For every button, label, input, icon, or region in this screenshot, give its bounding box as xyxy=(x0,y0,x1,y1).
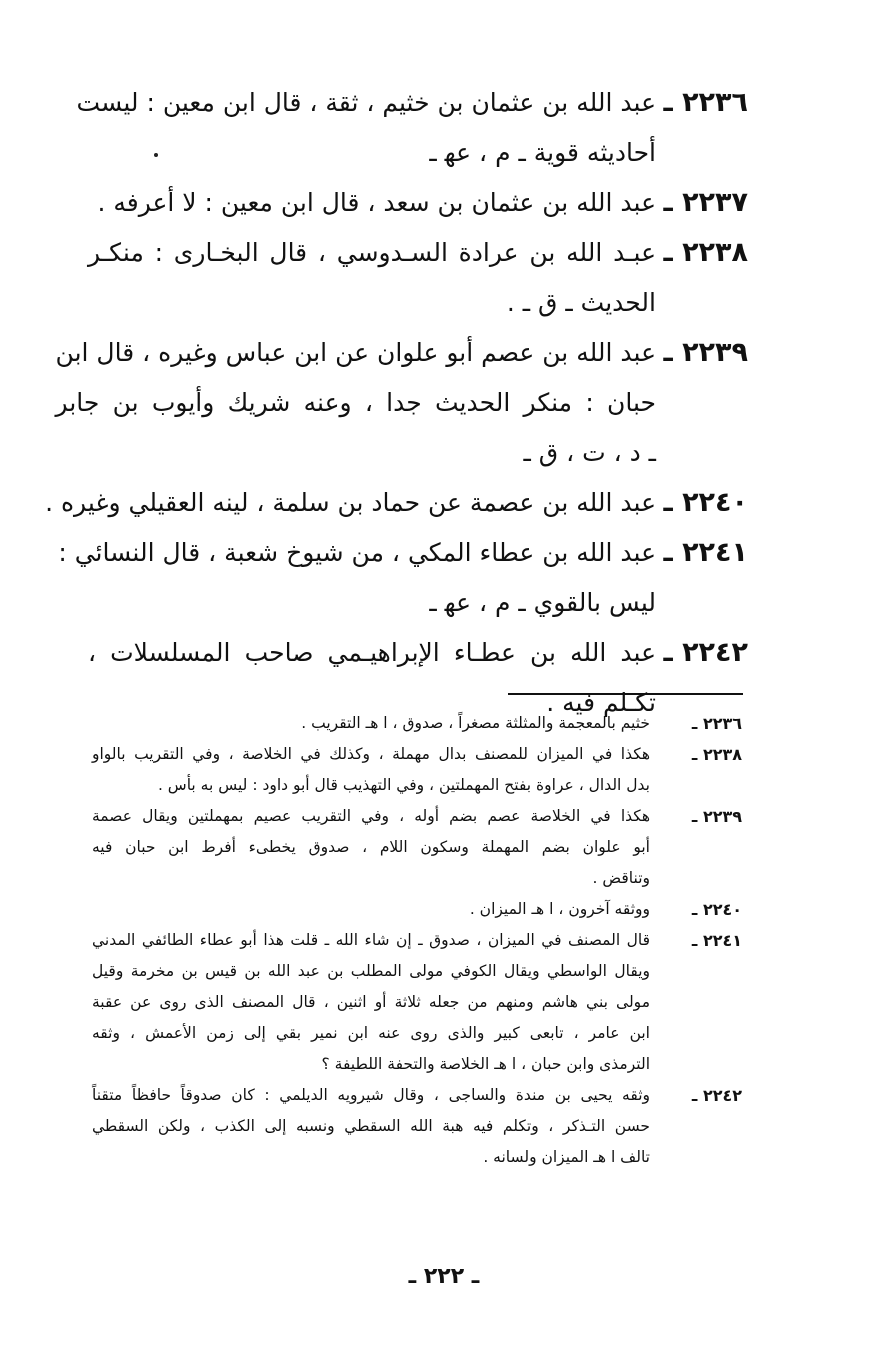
footnote-number: ٢٢٣٩ ـ xyxy=(691,807,742,826)
footnote-line: تالف ا هـ الميزان ولسانه . xyxy=(483,1148,650,1166)
footnote-number: ٢٢٣٨ ـ xyxy=(691,745,742,764)
footnote-line: ويقال الواسطي ويقال الكوفي مولى المطلب بن عبد الله بن قيس بن مخرمة وقيل xyxy=(92,962,650,980)
page-number: ـ ٢٢٢ ـ xyxy=(408,1264,480,1289)
entry xyxy=(58,528,748,628)
entry-number: ٢٢٤١ ـ xyxy=(663,537,748,568)
footnote-number: ٢٢٤٠ ـ xyxy=(691,900,742,919)
entry-number: ٢٢٣٩ ـ xyxy=(663,337,748,368)
footnote-text xyxy=(92,1080,650,1173)
entry-line: الحديث ـ ق ـ . xyxy=(506,288,656,317)
footnote-line: خثيم بالمعجمة والمثلثة مصغراً ، صدوق ، ا هـ التقريب . xyxy=(301,714,650,732)
footnote-separator xyxy=(508,693,743,695)
footnote-line: حسن التـذكر ، وتكلم فيه هبة الله السقطي ونسبه إلى الكذب ، ولكن السقطي xyxy=(92,1117,650,1135)
entry-line: تكـلم فيه . xyxy=(546,688,656,717)
footnote-line: بدل الدال ، عراوة بفتح المهملتين ، وفي التهذيب قال أبو داود : ليس به بأس . xyxy=(157,776,650,794)
entry-line: عبـد الله بن عرادة السـدوسي ، قال البخـارى : منكـر xyxy=(88,238,656,267)
footnote-text xyxy=(92,708,650,739)
entry-text xyxy=(88,178,656,228)
footnotes xyxy=(92,708,742,1173)
entry-line: أحاديثه قوية ـ م ، عه‍ ـ xyxy=(429,138,656,167)
entry-number: ٢٢٣٨ ـ xyxy=(663,237,748,268)
footnote-line: وتناقض . xyxy=(592,869,650,887)
footnote-number: ٢٢٤١ ـ xyxy=(691,931,742,950)
entry-line: عبد الله بن عصمة عن حماد بن سلمة ، لينه العقيلي وغيره . xyxy=(45,488,656,517)
footnote xyxy=(92,894,742,925)
entry-number: ٢٢٤٢ ـ xyxy=(663,637,748,668)
footnote-line: ابن عامر ، تابعى كبير والذى روى عنه ابن نمير بقي إلى زمن الأعمش ، وثقه xyxy=(92,1024,650,1042)
footnote-line: هكذا في الميزان للمصنف بدال مهملة ، وكذلك في الخلاصة ، وفي التقريب بالواو xyxy=(92,745,650,763)
footnote-line: أبو علوان بضم المهملة وسكون اللام ، صدوق يخطىء أفرط ابن حبان فيه xyxy=(92,838,650,856)
entry xyxy=(88,228,748,328)
footnote-line: هكذا في الخلاصة عصم بضم أوله ، وفي التقريب عصيم بمهملتين ويقال عصمة xyxy=(92,807,650,825)
entry-number: ٢٢٤٠ ـ xyxy=(663,487,748,518)
entry xyxy=(45,478,748,528)
footnote xyxy=(92,801,742,894)
entry-line: عبد الله بن عثمان بن سعد ، قال ابن معين : لا أعرفه . xyxy=(97,188,656,217)
entry-number: ٢٢٣٧ ـ xyxy=(663,187,748,218)
entry-number: ٢٢٣٦ ـ xyxy=(663,87,748,118)
footnote-text xyxy=(92,801,650,894)
footnote-line: الترمذى وابن حبان ، ا هـ الخلاصة والتحفة اللطيفة ؟ xyxy=(321,1055,650,1073)
entry-text xyxy=(58,528,656,628)
entry-line: ـ د ، ت ، ق ـ xyxy=(523,438,656,467)
entry xyxy=(88,178,748,228)
footnote-line: مولى بني هاشم ومنهم من جعله ثلاثة أو اثنين ، قال المصنف الذى روى عن عقبة xyxy=(92,993,650,1011)
entry-text xyxy=(77,78,656,178)
entry-line: حبان : منكر الحديث جدا ، وعنه شريك وأيوب بن جابر xyxy=(55,388,656,417)
footnote-line: قال المصنف في الميزان ، صدوق ـ إن شاء الله ـ قلت هذا أبو عطاء الطائفي المدني xyxy=(92,931,650,949)
footnote xyxy=(92,925,742,1080)
entry-line: عبد الله بن عطاء المكي ، من شيوخ شعبة ، قال النسائي : xyxy=(58,538,656,567)
footnote-number: ٢٢٣٦ ـ xyxy=(691,714,742,733)
footnote-line: وثقه يحيى بن مندة والساجى ، وقال شيرويه الديلمي : كان صدوقاً حافظاً متقناً xyxy=(92,1086,650,1104)
footnote-text xyxy=(92,739,650,801)
footnote xyxy=(92,708,742,739)
footnote xyxy=(92,739,742,801)
footnote-line: ووثقه آخرون ، ا هـ الميزان . xyxy=(469,900,650,918)
footnote-number: ٢٢٤٢ ـ xyxy=(691,1086,742,1105)
entry-text xyxy=(56,328,656,478)
main-entries xyxy=(45,78,748,728)
footnote-text xyxy=(92,925,650,1080)
entry xyxy=(55,328,748,478)
entry-line: ليس بالقوي ـ م ، عه‍ ـ xyxy=(429,588,656,617)
entry-line: عبد الله بن عصم أبو علوان عن ابن عباس وغيره ، قال ابن xyxy=(55,338,656,367)
entry-line: عبد الله بن عثمان بن خثيم ، ثقة ، قال ابن معين : ليست xyxy=(76,88,656,117)
footnote-text xyxy=(92,894,650,925)
entry-line: عبد الله بن عطـاء الإبراهيـمي صاحب المسلسلات ، xyxy=(88,638,656,667)
entry-text xyxy=(88,228,656,328)
entry xyxy=(76,78,748,178)
footnote xyxy=(92,1080,742,1173)
entry-text xyxy=(45,478,656,528)
